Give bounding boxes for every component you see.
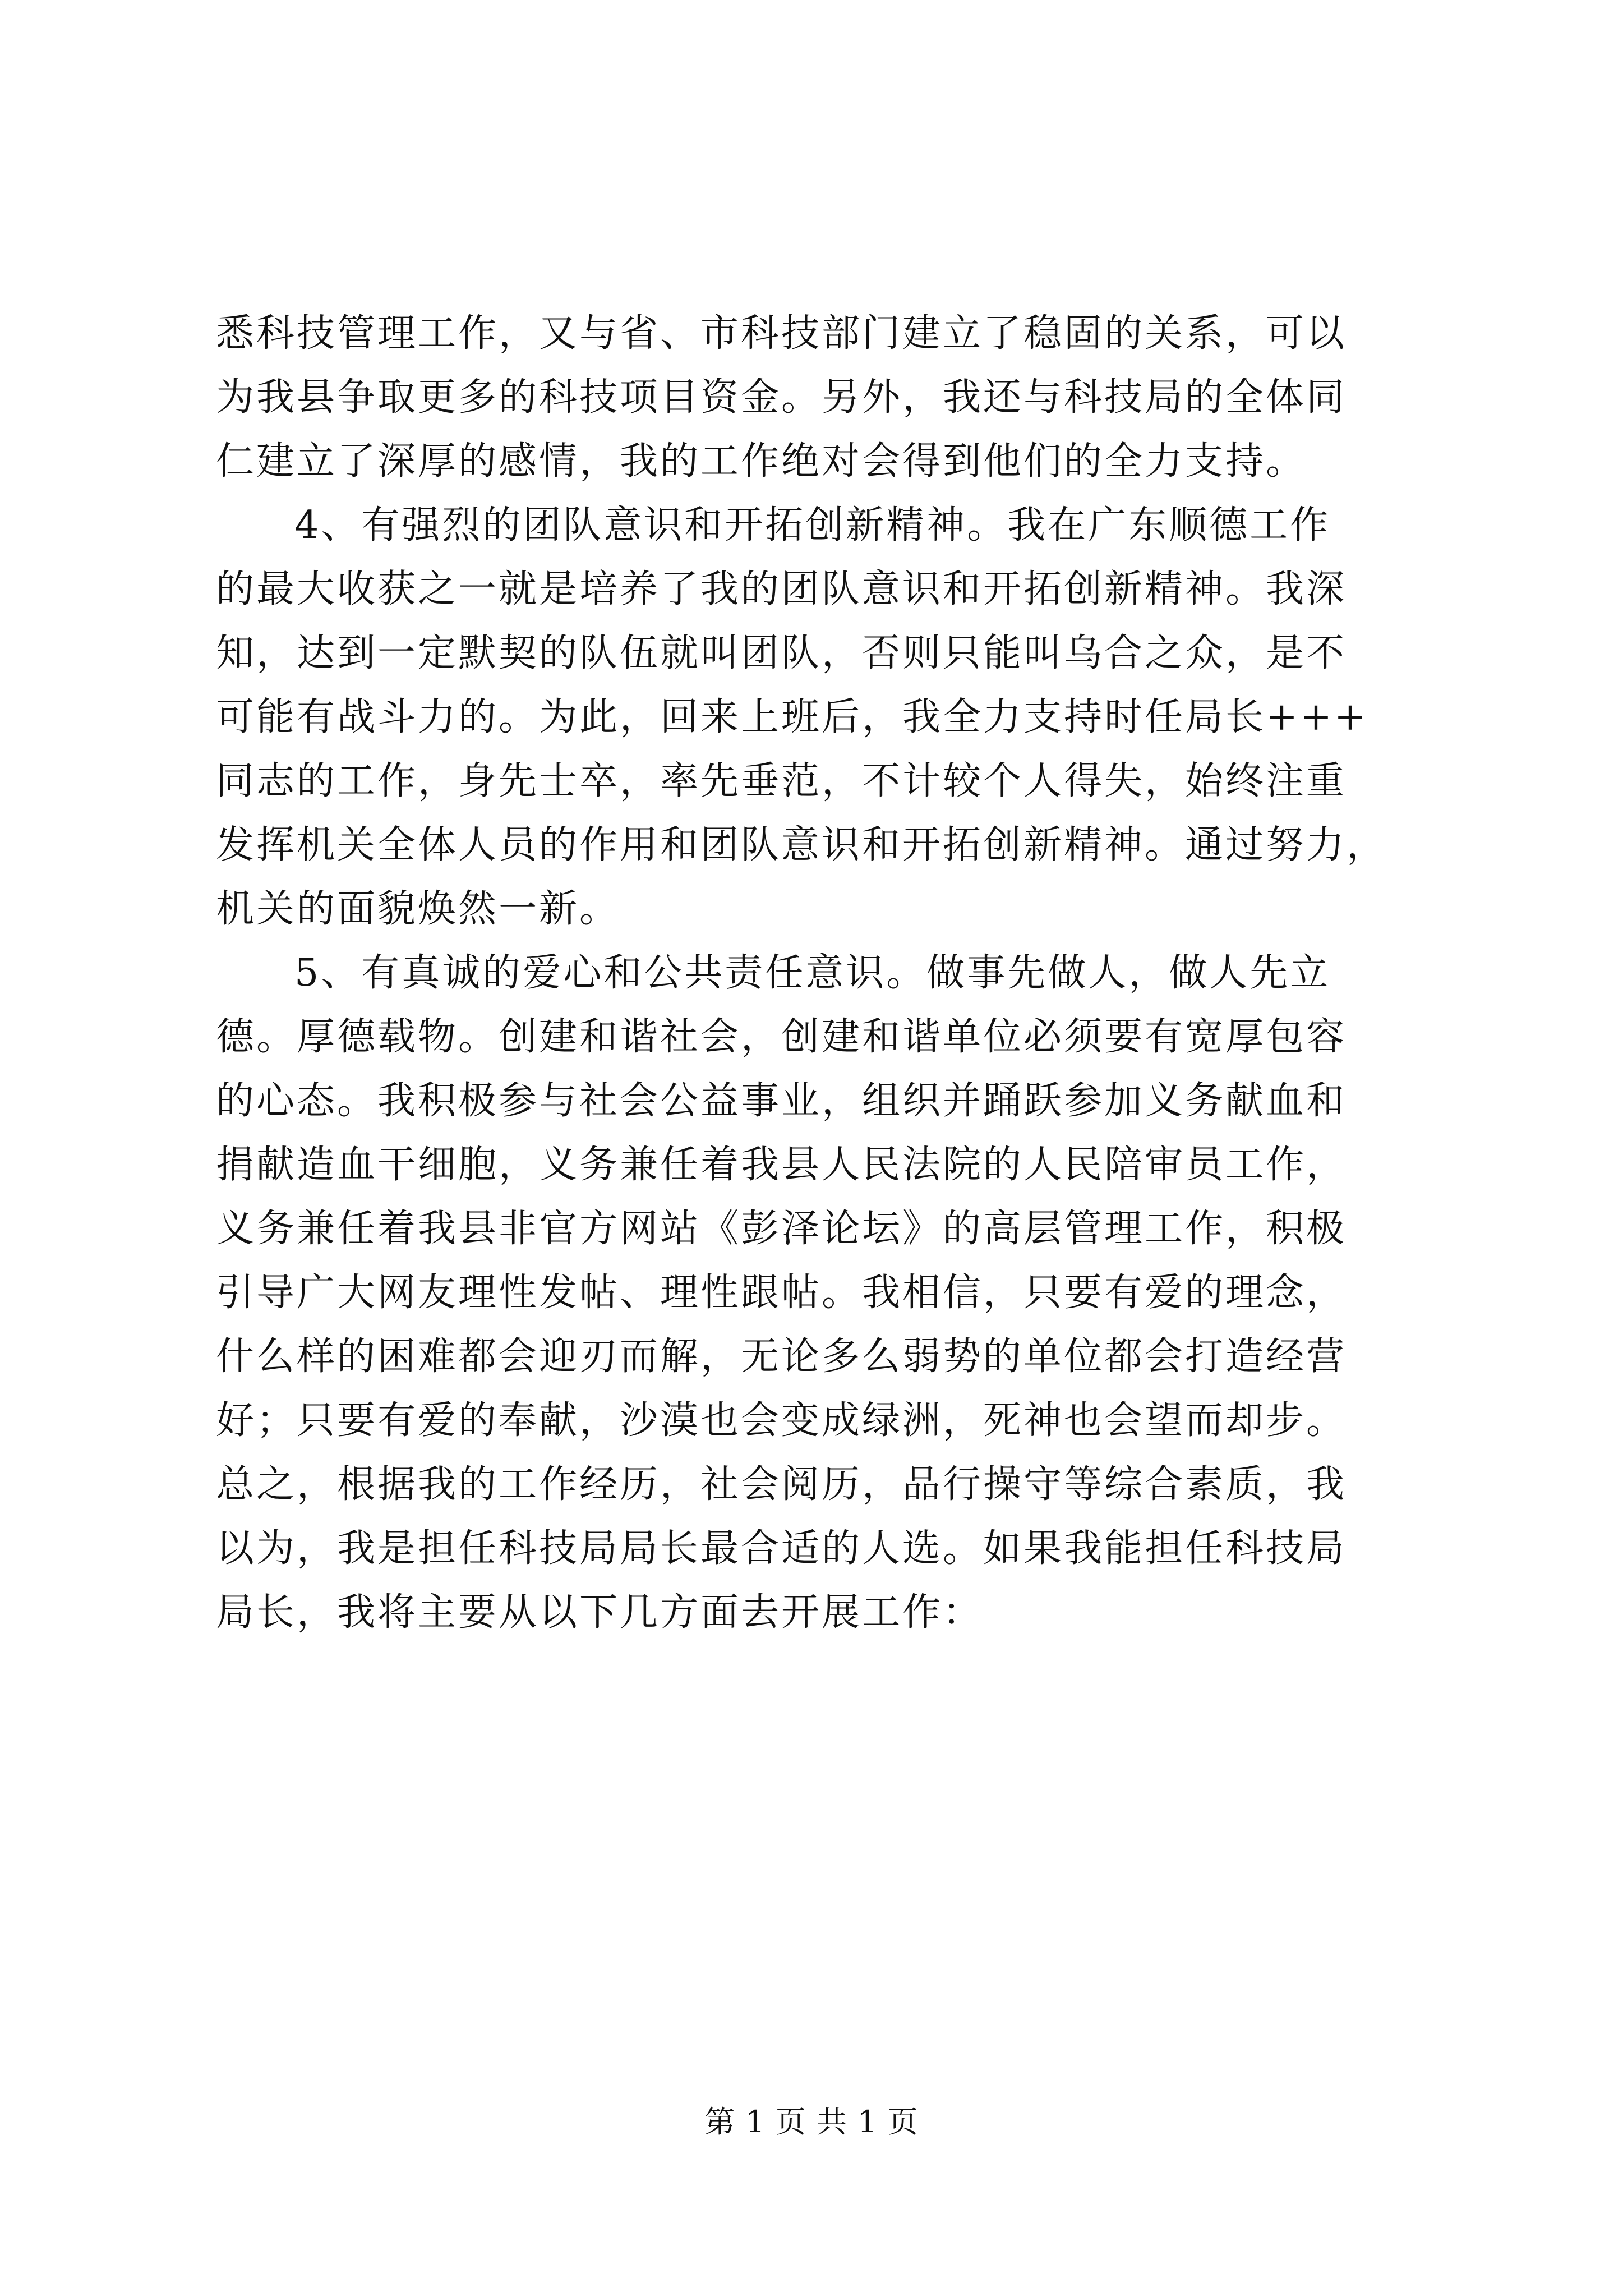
document-body bbox=[216, 302, 1434, 1645]
text-line: 好；只要有爱的奉献，沙漠也会变成绿洲，死神也会望而却步。 bbox=[216, 1398, 1347, 1443]
text-line: 为我县争取更多的科技项目资金。另外，我还与科技局的全体同 bbox=[216, 375, 1347, 420]
text-line: 总之，根据我的工作经历，社会阅历，品行操守等综合素质，我 bbox=[216, 1462, 1347, 1507]
text-line: 义务兼任着我县非官方网站《彭泽论坛》的高层管理工作，积极 bbox=[216, 1207, 1347, 1251]
text-line: 知，达到一定默契的队伍就叫团队，否则只能叫乌合之众，是不 bbox=[216, 631, 1347, 675]
page-footer: 第 1 页 共 1 页 bbox=[704, 2104, 919, 2139]
text-line: 的最大收获之一就是培养了我的团队意识和开拓创新精神。我深 bbox=[216, 567, 1347, 611]
text-line: 捐献造血干细胞，义务兼任着我县人民法院的人民陪审员工作， bbox=[216, 1143, 1347, 1187]
text-line: 局长，我将主要从以下几方面去开展工作： bbox=[216, 1590, 984, 1635]
text-line: 悉科技管理工作，又与省、市科技部门建立了稳固的关系，可以 bbox=[216, 311, 1347, 356]
text-line: 仁建立了深厚的感情，我的工作绝对会得到他们的全力支持。 bbox=[216, 439, 1307, 484]
text-line: 以为，我是担任科技局局长最合适的人选。如果我能担任科技局 bbox=[216, 1526, 1347, 1571]
text-line: 5、有真诚的爱心和公共责任意识。做事先做人，做人先立 bbox=[294, 951, 1331, 995]
text-line: 同志的工作，身先士卒，率先垂范，不计较个人得失，始终注重 bbox=[216, 759, 1347, 803]
text-line: 机关的面貌焕然一新。 bbox=[216, 887, 620, 931]
text-line: 的心态。我积极参与社会公益事业，组织并踊跃参加义务献血和 bbox=[216, 1079, 1347, 1123]
text-line: 什么样的困难都会迎刃而解，无论多么弱势的单位都会打造经营 bbox=[216, 1335, 1347, 1379]
text-line: 可能有战斗力的。为此，回来上班后，我全力支持时任局长+++ bbox=[216, 695, 1368, 739]
text-line: 引导广大网友理性发帖、理性跟帖。我相信，只要有爱的理念， bbox=[216, 1271, 1347, 1315]
text-line: 德。厚德载物。创建和谐社会，创建和谐单位必须要有宽厚包容 bbox=[216, 1015, 1347, 1059]
text-line: 发挥机关全体人员的作用和团队意识和开拓创新精神。通过努力， bbox=[216, 823, 1387, 867]
text-line: 4、有强烈的团队意识和开拓创新精神。我在广东顺德工作 bbox=[294, 503, 1331, 547]
